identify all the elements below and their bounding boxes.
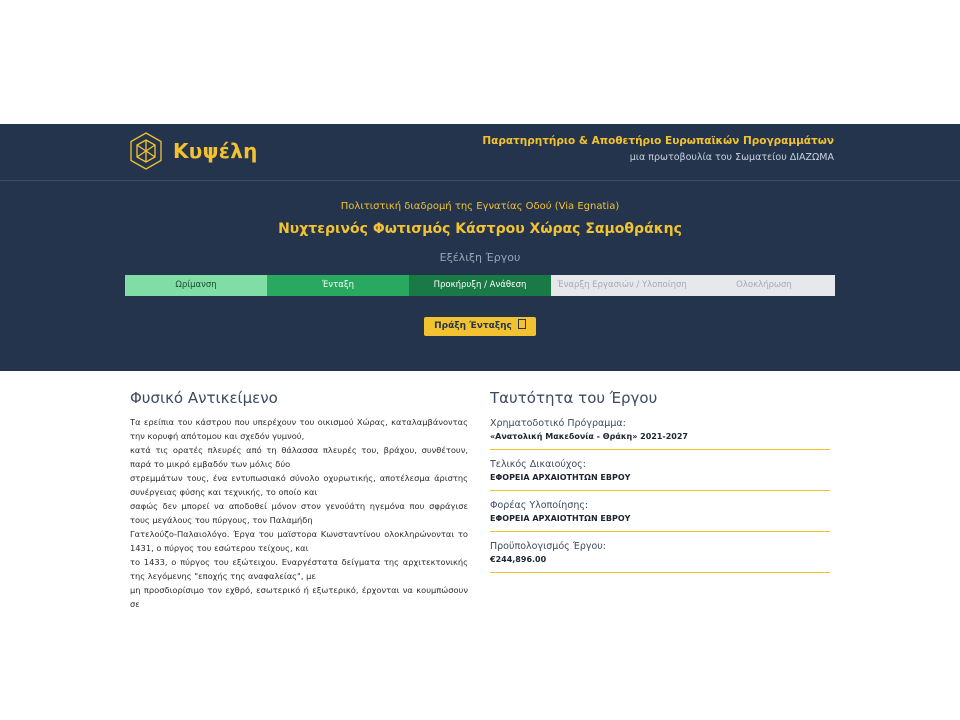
site-logo[interactable]: [125, 131, 258, 171]
inclusion-act-label: Πράξη Ένταξης: [434, 321, 512, 331]
route-subtitle[interactable]: Πολιτιστική διαδρομή της Εγνατίας Οδού (Via Egnatia): [340, 201, 620, 212]
project-identity-title: Ταυτότητα του Έργου: [490, 389, 658, 407]
tagline-sub: μια πρωτοβουλία του Σωματείου ΔΙΑΖΩΜΑ: [629, 152, 834, 163]
field-label: Προϋπολογισμός Έργου:: [490, 541, 607, 552]
progress-steps: [125, 275, 835, 296]
desc-line: το 1433, ο πύργος του εξώτειχου. Εναργέστατα δείγματα της αρχιτεκτονικής της λεγόμενης "εποχής της αναφαλείας", με: [130, 557, 468, 581]
desc-line: σαφώς δεν μπορεί να αποδοθεί μόνον στον γενούάτη ηγεμόνα που σφράγισε τους μεγάλους του πύργους, τον Παλαμήδη: [130, 501, 468, 525]
step-tender: Προκήρυξη / Ανάθεση: [409, 275, 551, 296]
progress-label: Εξέλιξη Έργου: [439, 251, 521, 264]
inclusion-act-button[interactable]: [424, 317, 536, 336]
field-value: ΕΦΟΡΕΙΑ ΑΡΧΑΙΟΤΗΤΩΝ ΕΒΡΟΥ: [490, 514, 631, 523]
implementing-body-field: [490, 497, 830, 532]
main-content: [0, 371, 960, 609]
field-value: ΕΦΟΡΕΙΑ ΑΡΧΑΙΟΤΗΤΩΝ ΕΒΡΟΥ: [490, 473, 631, 482]
hexagon-logo-icon: [125, 131, 167, 171]
field-label: Φορέας Υλοποίησης:: [490, 500, 589, 511]
project-identity-section: [490, 389, 830, 579]
desc-line: κατά τις ορατές πλευρές από τη θάλασσα πλευρές του, βράχου, συνθέτουν, παρά το μικρό εμβαδόν των μόλις δύο: [130, 445, 468, 469]
desc-line: Γατελούζο-Παλαιολόγο. Έργα του μαϊστορα Κωνσταντίνου ολοκληρώνονται το 1431, ο πύργος του εσώτερου τείχους, και: [130, 529, 468, 553]
project-hero: [0, 124, 960, 371]
step-completion: Ολοκλήρωση: [693, 275, 835, 296]
desc-line: Τα ερείπια του κάστρου που υπερέχουν του οικισμού Χώρας, καταλαμβάνοντας την κορυφή απότομου και σχεδόν γυμνού,: [130, 417, 468, 441]
step-maturation: Ωρίμανση: [125, 275, 267, 296]
desc-line: στρεμμάτων τους, ένα εντυπωσιακό σύνολο οχυρωτικής, αποτέλεσμα άριστης συνέργειας φύσης και τεχνικής, το οποίο και: [130, 473, 468, 497]
document-icon: [518, 319, 526, 329]
final-beneficiary-field: [490, 456, 830, 491]
logo-text: Κυψέλη: [173, 139, 258, 163]
physical-object-section: [130, 389, 468, 611]
funding-program-field: [490, 415, 830, 450]
step-implementation: Έναρξη Εργασιών / Υλοποίηση: [551, 275, 693, 296]
tagline-main: Παρατηρητήριο & Αποθετήριο Ευρωπαϊκών Προγραμμάτων: [482, 135, 834, 147]
project-title: Νυχτερινός Φωτισμός Κάστρου Χώρας Σαμοθράκης: [278, 221, 682, 237]
physical-object-title: Φυσικό Αντικείμενο: [130, 389, 278, 407]
field-value: «Ανατολική Μακεδονία - Θράκη» 2021-2027: [490, 432, 688, 441]
page-viewport: [0, 124, 960, 609]
desc-line: μη προσδιορίσιμο τον εχθρό, εσωτερικό ή εξωτερικό, έρχονται να κουμπώσουν σε: [130, 585, 468, 609]
step-inclusion: Ένταξη: [267, 275, 409, 296]
header-tagline: [482, 135, 834, 163]
field-value: €244,896.00: [490, 555, 547, 564]
field-label: Τελικός Δικαιούχος:: [490, 459, 586, 470]
project-budget-field: [490, 538, 830, 573]
field-label: Χρηματοδοτικό Πρόγραμμα:: [490, 418, 626, 429]
physical-object-text: [130, 415, 468, 611]
site-header: [0, 124, 960, 181]
